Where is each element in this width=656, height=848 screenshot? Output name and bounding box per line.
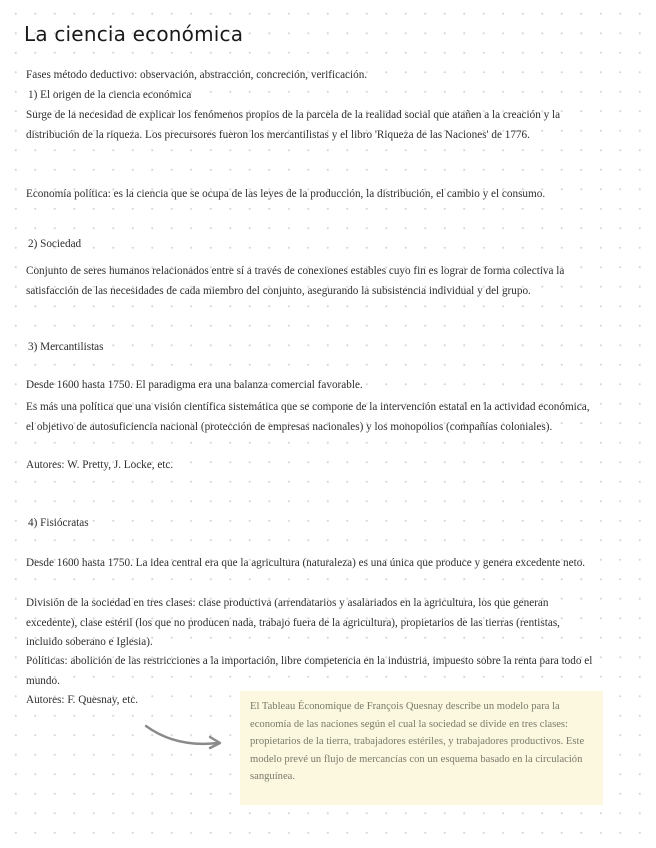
section-text-sociedad: Conjunto de seres humanos relacionados entre sí a través de conexiones estables cuyo fin es lograr de forma colectiva la satisfacción de las necesidades de cada miembro del conjunto, asegurando la subsistencia individual y del grupo.	[26, 265, 565, 297]
mercantilistas-text-1: Desde 1600 hasta 1750. El paradigma era una balanza comercial favorable.	[26, 379, 363, 391]
fisiocratas-text-3: Políticas: abolición de las restricciones a la importación, libre competencia en la industria, impuesto sobre la renta para todo el mundo.	[26, 655, 593, 687]
curved-arrow-icon	[140, 716, 230, 752]
fisiocratas-text-1: Desde 1600 hasta 1750. La idea central era que la agricultura (naturaleza) es una única que produce y genera excedente neto.	[26, 557, 586, 569]
fisiocratas-text-2: División de la sociedad en tres clases: clase productiva (arrendatarios y asalariados en la agricultura, los que generan excedente), clase estéril (los que no producen nada, trabajo fuera de la agricultura), propietarios de las tierras (rentistas, incluido soberano e Iglesia).	[26, 597, 560, 649]
section-text-origen: Surge de la necesidad de explicar los fenómenos propios de la parcela de la realidad social que atañen a la creación y la distribución de la riqueza. Los precursores fueron los mercantilistas y el libro 'Riqueza de las Naciones' de 1776.	[26, 109, 561, 141]
mercantilistas-autores: Autores: W. Pretty, J. Locke, etc.	[26, 459, 174, 471]
sticky-note-text: El Tableau Économique de François Quesnay describe un modelo para la economía de las naciones según el cual la sociedad se divide en tres clases: propietarios de la tierra, trabajadores estériles, y trabajadores productivos. Este modelo prevé un flujo de mercancías con un esquema basado en la circulación sanguínea.	[250, 701, 585, 783]
mercantilistas-text-2: Es más una política que una visión científica sistemática que se compone de la intervención estatal en la actividad económica, el objetivo de autosuficiencia nacional (protección de empresas nacionales) y los monopolios (compañías coloniales).	[26, 401, 590, 433]
intro-text: Fases método deductivo: observación, abstracción, concreción, verificación.	[26, 69, 368, 81]
economia-politica-text: Economía política: es la ciencia que se ocupa de las leyes de la producción, la distribución, el cambio y el consumo.	[26, 188, 546, 200]
section-heading-mercantilistas: 3) Mercantilistas	[28, 341, 104, 353]
section-heading-fisiocratas: 4) Fisiócratas	[28, 517, 89, 529]
sticky-note	[240, 691, 603, 805]
fisiocratas-autores: Autores: F. Quesnay, etc.	[26, 694, 139, 706]
section-heading-sociedad: 2) Sociedad	[28, 238, 82, 250]
page-title: La ciencia económica	[24, 22, 244, 46]
section-heading-origen: 1) El origen de la ciencia económica	[28, 89, 192, 101]
